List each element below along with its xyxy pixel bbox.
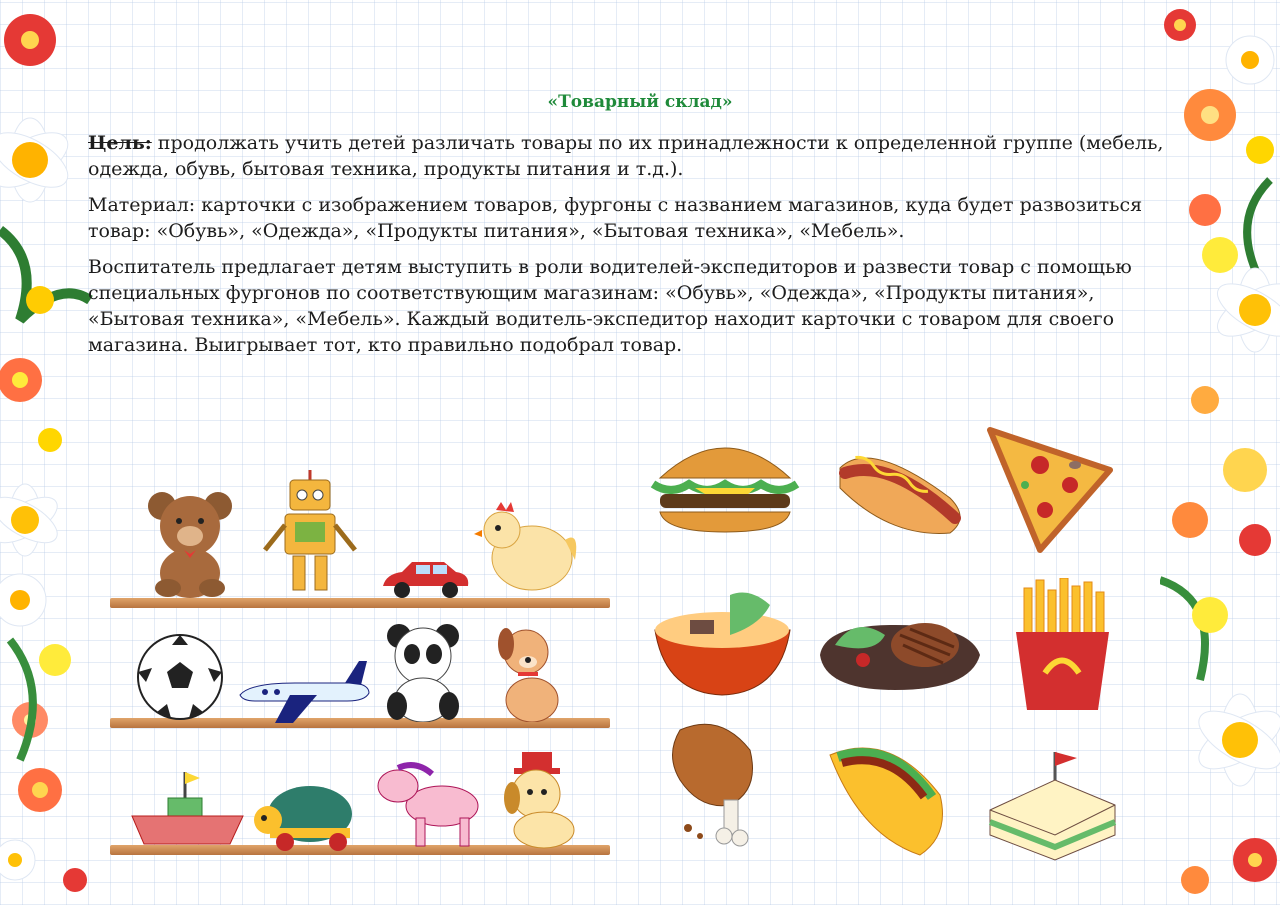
toy-horse-icon — [372, 758, 487, 850]
french-fries-icon — [1010, 578, 1115, 713]
teddy-bear-icon — [140, 488, 240, 598]
soccer-ball-icon — [135, 632, 225, 722]
page-title: «Товарный склад» — [547, 92, 733, 112]
toy-chicken-icon — [470, 500, 580, 600]
goal-label: Цель: — [88, 132, 152, 154]
burger-icon — [645, 428, 805, 538]
toy-dog-icon — [488, 622, 568, 722]
goal-text: продолжать учить детей различать товары по их принадлежности к определенной группе (мебель, одежда, обувь, бытовая техника, продукты питания и т.д.). — [88, 132, 1164, 180]
chicken-leg-icon — [660, 720, 775, 850]
pizza-slice-icon — [980, 425, 1120, 555]
toy-shelves — [110, 460, 620, 870]
taco-icon — [820, 735, 955, 865]
panda-icon — [375, 622, 470, 722]
text-body — [88, 130, 1188, 368]
steak-plate-icon — [815, 605, 985, 700]
turtle-icon — [250, 780, 365, 852]
puppy-with-hat-icon — [488, 750, 588, 850]
noodle-soup-icon — [650, 585, 795, 700]
hot-dog-icon — [830, 438, 975, 548]
toy-car-icon — [378, 558, 473, 600]
sandwich-icon — [985, 750, 1120, 865]
food-illustrations — [640, 420, 1140, 880]
toy-boat-icon — [130, 770, 245, 850]
description-paragraph: Воспитатель предлагает детям выступить в роли водителей-экспедиторов и развести товар с помощью специальных фургонов по соответствующим магазинам: «Обувь», «Одежда», «Продукты питания», «Бытовая техника», «Мебель». Каждый водитель-экспедитор находит карточки с товаром для своего магазина. Выигрывает тот, кто правильно подобрал товар. — [88, 256, 1132, 356]
robot-icon — [255, 470, 365, 598]
goal-paragraph — [88, 130, 1188, 182]
toy-airplane-icon — [235, 655, 375, 725]
material-paragraph: Материал: карточки с изображением товаров, фургоны с названием магазинов, куда будет развозиться товар: «Обувь», «Одежда», «Продукты питания», «Бытовая техника», «Мебель». — [88, 194, 1143, 242]
